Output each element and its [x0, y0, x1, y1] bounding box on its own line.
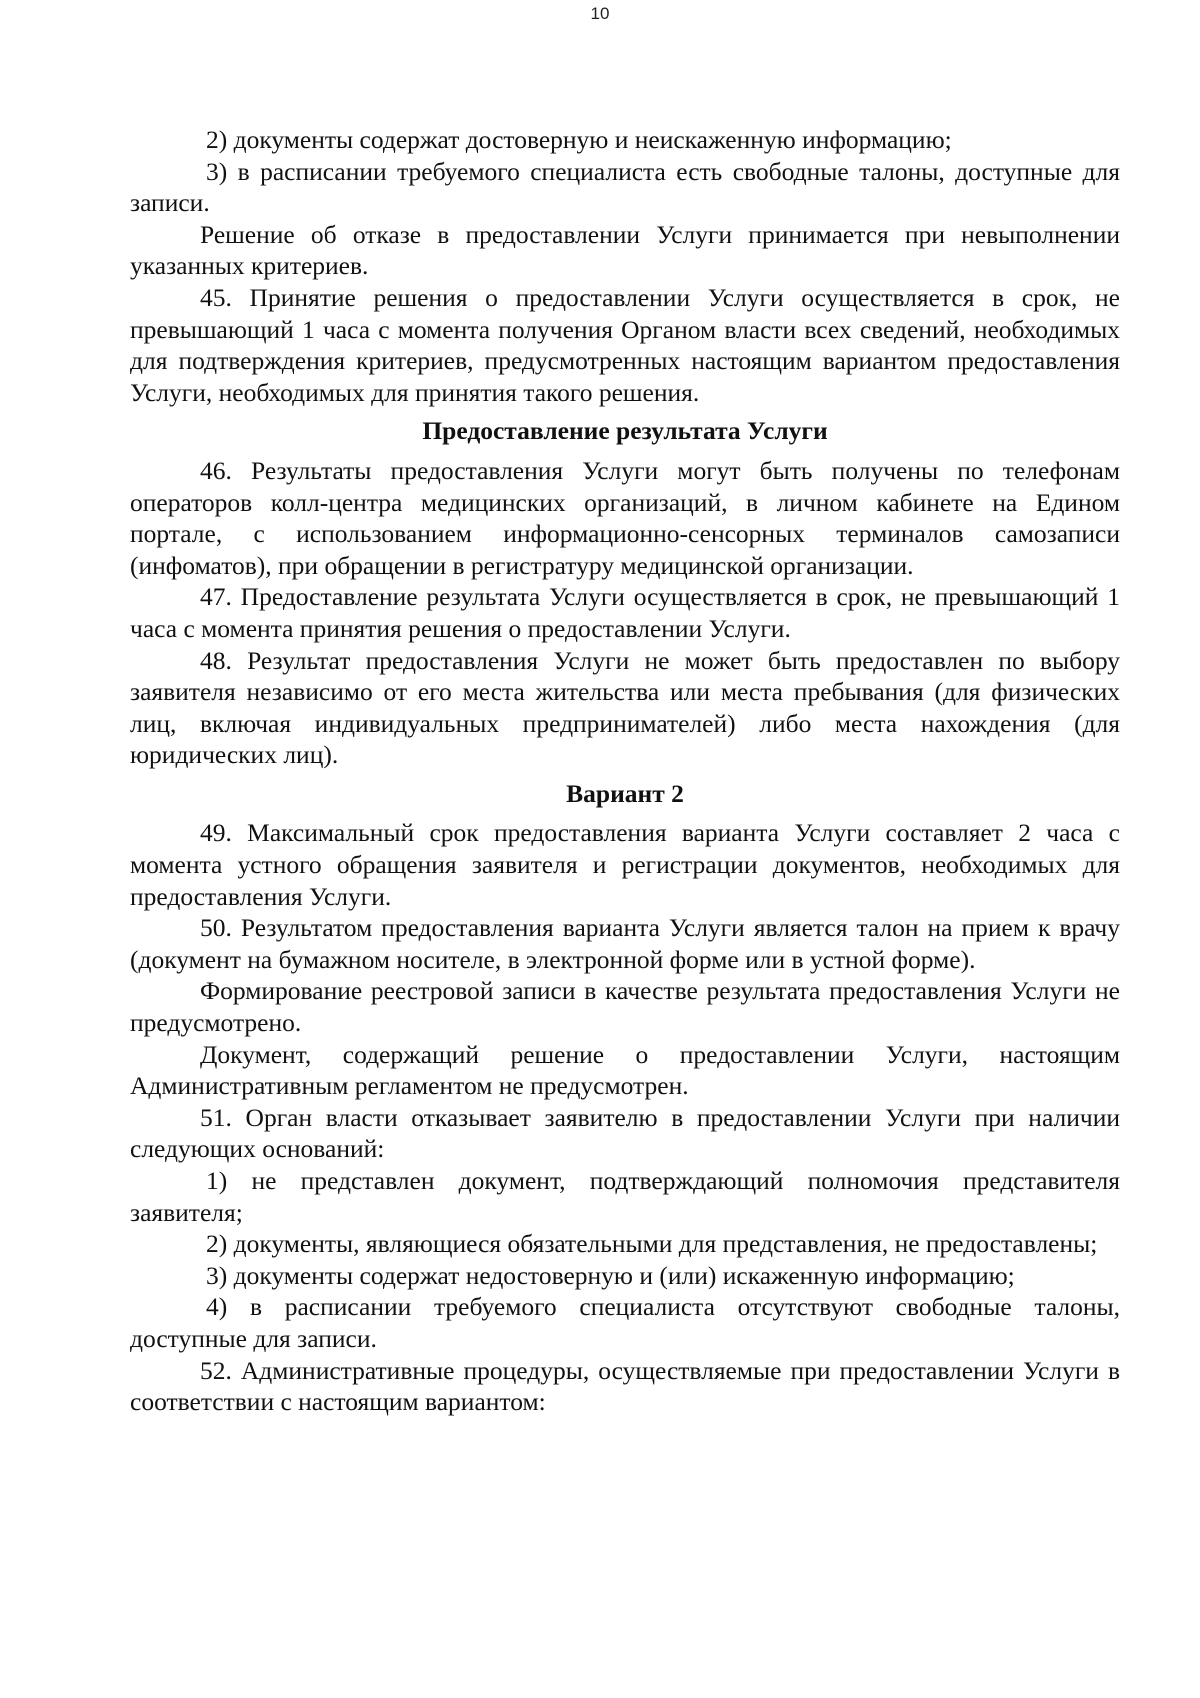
section-heading: Предоставление результата Услуги — [422, 416, 828, 446]
list-item: 3) в расписании требуемого специалиста есть свободные талоны, доступные для записи. — [130, 156, 1120, 218]
list-item: 3) документы содержат недостоверную и (или) искаженную информацию; — [206, 1260, 1015, 1290]
list-item: 2) документы содержат достоверную и неискаженную информацию; — [206, 125, 952, 154]
section-heading: Вариант 2 — [566, 778, 684, 808]
paragraph: Решение об отказе в предоставлении Услуги принимается при невыполнении указанных критериев. — [130, 219, 1120, 281]
list-item: 1) не представлен документ, подтверждающий полномочия представителя заявителя; — [130, 1166, 1120, 1227]
paragraph: Документ, содержащий решение о предоставлении Услуги, настоящим Административным регламентом не предусмотрен. — [130, 1039, 1120, 1101]
paragraph: 49. Максимальный срок предоставления варианта Услуги составляет 2 часа с момента устного обращения заявителя и регистрации документов, необходимых для предоставления Услуги. — [130, 818, 1120, 911]
list-item: 4) в расписании требуемого специалиста отсутствуют свободные талоны, доступные для записи. — [130, 1292, 1120, 1353]
document-body — [130, 124, 1120, 1418]
page-number: 10 — [590, 4, 610, 23]
paragraph: Формирование реестровой записи в качестве результата предоставления Услуги не предусмотрено. — [130, 976, 1120, 1038]
paragraph: 50. Результатом предоставления варианта Услуги является талон на прием к врачу (документ на бумажном носителе, в электронной форме или в устной форме). — [130, 913, 1120, 974]
paragraph: 46. Результаты предоставления Услуги могут быть получены по телефонам операторов колл-центра медицинских организаций, в личном кабинете на Едином портале, с использованием информационно-сенсорных терминалов самозаписи (инфоматов), при обращении в регистратуру медицинской организации. — [130, 455, 1120, 580]
paragraph: 47. Предоставление результата Услуги осуществляется в срок, не превышающий 1 часа с момента принятия решения о предоставлении Услуги. — [130, 582, 1120, 643]
paragraph: 51. Орган власти отказывает заявителю в предоставлении Услуги при наличии следующих оснований: — [130, 1102, 1120, 1164]
list-item: 2) документы, являющиеся обязательными для представления, не предоставлены; — [206, 1229, 1098, 1259]
paragraph: 48. Результат предоставления Услуги не может быть предоставлен по выбору заявителя независимо от его места жительства или места пребывания (для физических лиц, включая индивидуальных предпринимателей) либо места нахождения (для юридических лиц). — [130, 645, 1120, 770]
paragraph: 52. Административные процедуры, осуществляемые при предоставлении Услуги в соответствии с настоящим вариантом: — [130, 1355, 1120, 1417]
paragraph: 45. Принятие решения о предоставлении Услуги осуществляется в срок, не превышающий 1 часа с момента получения Органом власти всех сведений, необходимых для подтверждения критериев, предусмотренных настоящим вариантом предоставления Услуги, необходимых для принятия такого решения. — [130, 282, 1120, 407]
